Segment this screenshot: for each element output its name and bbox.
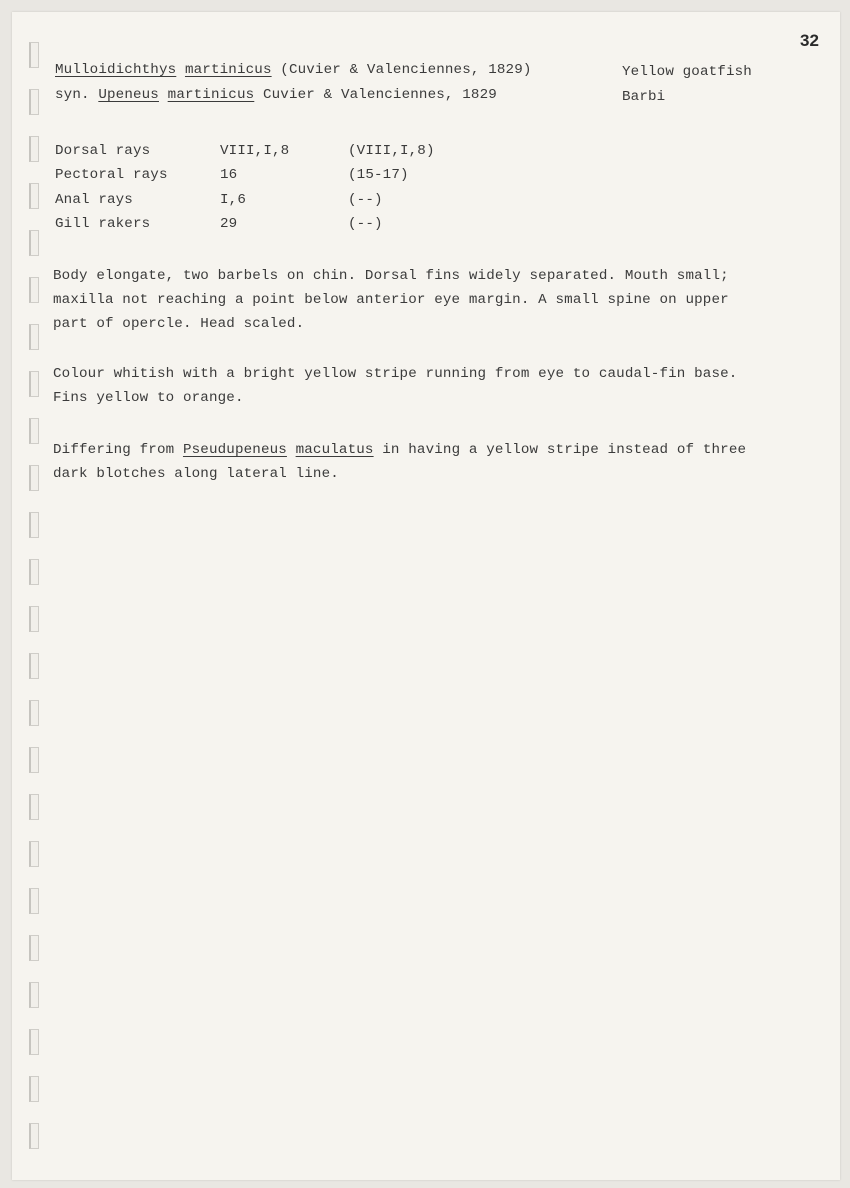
punch-hole [29, 512, 39, 538]
scientific-name-line [55, 62, 532, 78]
punch-hole [29, 465, 39, 491]
genus-name: Mulloidichthys [55, 62, 177, 78]
synonym-genus: Upeneus [98, 87, 159, 103]
punch-hole [29, 747, 39, 773]
count-label: Pectoral rays [55, 167, 168, 183]
species-name: martinicus [184, 62, 272, 78]
document-page [12, 12, 840, 1180]
page-number: 32 [800, 31, 819, 50]
description-line: part of opercle. Head scaled. [53, 316, 305, 332]
punch-hole [29, 935, 39, 961]
synonym-authority: Cuvier & Valenciennes, 1829 [262, 87, 497, 103]
count-range: (--) [348, 216, 383, 232]
punch-hole [29, 1123, 39, 1149]
punch-hole [29, 183, 39, 209]
colour-line: Colour whitish with a bright yellow stripe running from eye to caudal-fin base. [53, 366, 738, 382]
punch-hole [29, 606, 39, 632]
count-label: Dorsal rays [55, 143, 151, 159]
count-value: I,6 [220, 192, 246, 208]
differing-intro: Differing from [53, 442, 175, 458]
local-name: Barbi [622, 89, 666, 105]
punch-hole [29, 89, 39, 115]
punch-hole [29, 559, 39, 585]
differing-line: dark blotches along lateral line. [53, 466, 339, 482]
description-line: Body elongate, two barbels on chin. Dorsal fins widely separated. Mouth small; [53, 268, 729, 284]
punch-hole [29, 136, 39, 162]
count-value: 29 [220, 216, 238, 232]
count-value: VIII,I,8 [220, 143, 290, 159]
compared-genus: Pseudupeneus [182, 442, 287, 458]
differing-rest: in having a yellow stripe instead of three [382, 442, 747, 458]
punch-hole [29, 700, 39, 726]
count-range: (15-17) [348, 167, 409, 183]
punch-hole [29, 324, 39, 350]
colour-line: Fins yellow to orange. [53, 390, 244, 406]
authority: (Cuvier & Valenciennes, 1829) [280, 62, 532, 78]
punch-hole [29, 1076, 39, 1102]
punch-hole [29, 230, 39, 256]
punch-hole [29, 371, 39, 397]
count-range: (--) [348, 192, 383, 208]
punch-hole [29, 841, 39, 867]
common-name: Yellow goatfish [622, 64, 752, 80]
synonym-line [55, 87, 497, 103]
punch-hole [29, 653, 39, 679]
synonym-prefix: syn. [55, 87, 90, 103]
count-range: (VIII,I,8) [348, 143, 435, 159]
synonym-species: martinicus [167, 87, 255, 103]
punch-hole [29, 418, 39, 444]
punch-hole [29, 277, 39, 303]
count-label: Anal rays [55, 192, 133, 208]
compared-species: maculatus [295, 442, 374, 458]
count-value: 16 [220, 167, 238, 183]
punch-hole [29, 1029, 39, 1055]
punch-hole [29, 42, 39, 68]
punch-hole [29, 982, 39, 1008]
punch-hole [29, 794, 39, 820]
description-line: maxilla not reaching a point below anterior eye margin. A small spine on upper [53, 292, 729, 308]
differing-line [53, 442, 746, 458]
punch-hole [29, 888, 39, 914]
count-label: Gill rakers [55, 216, 151, 232]
